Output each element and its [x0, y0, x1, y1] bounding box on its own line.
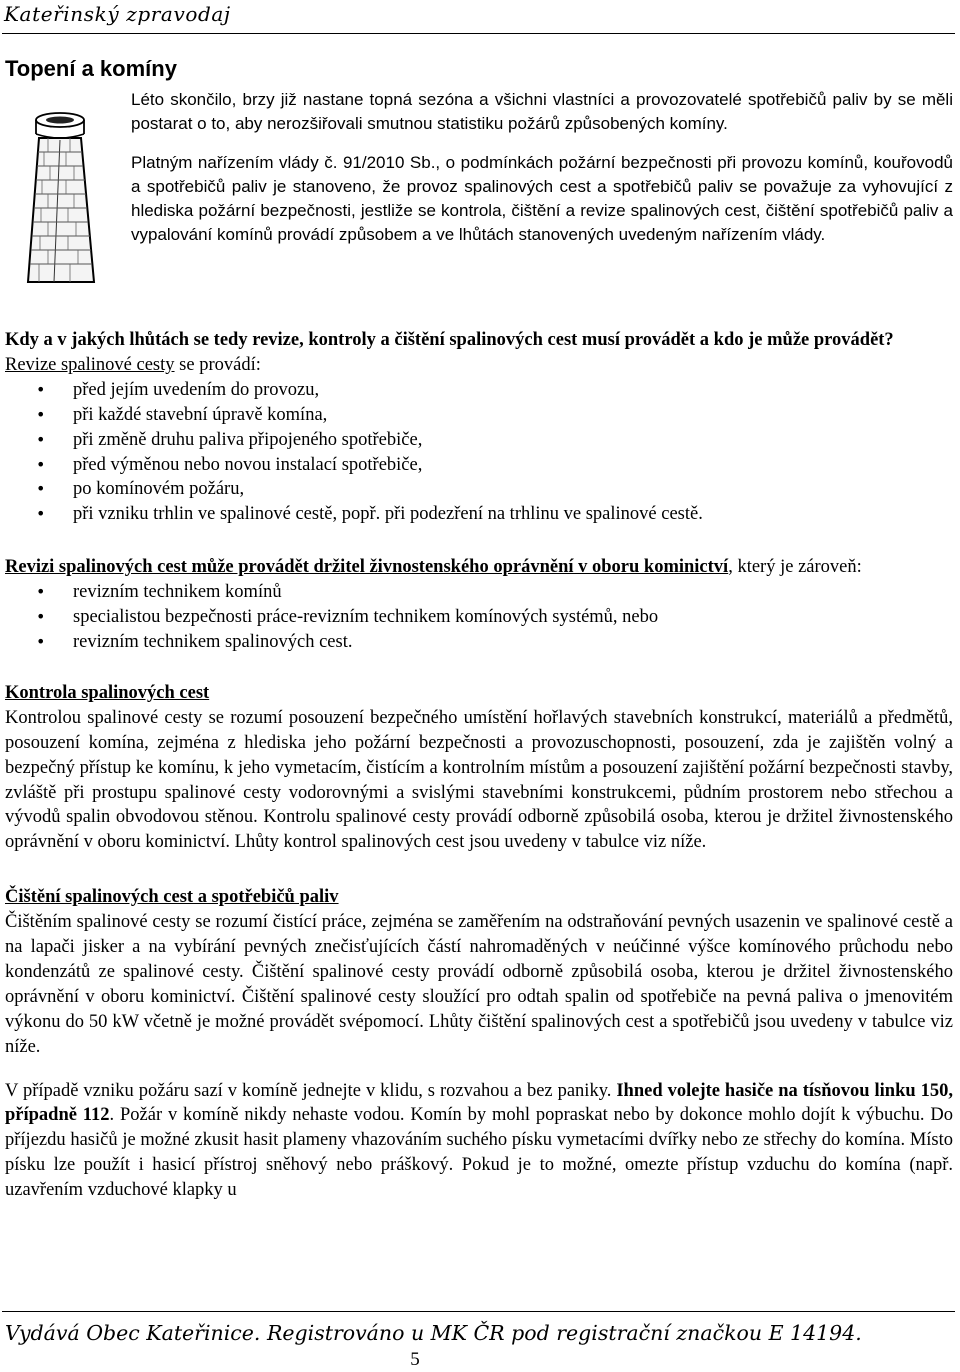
list-item: • při každé stavební úpravě komína, — [5, 403, 953, 428]
list-item: • při vzniku trhlin ve spalinové cestě, popř. při podezření na trhlinu ve spalinové cestě. — [5, 502, 953, 527]
revision-list — [5, 378, 953, 527]
cleaning-paragraph: Čištěním spalinové cesty se rozumí čistící práce, zejména se zaměřením na odstraňování pevných usazenin ve spalinové cestě a na lapači jisker a na vybírání pevných znečisťujících částí nahromaděných v neúčinné výšce komínového průchodu nebo kondenzátů ze spalinové cesty. Čištění spalinové cesty provádí odborně způsobilá osoba, kterou je držitel živnostenského oprávnění v oboru kominictví. Čištění spalinové cesty sloužící pro odtah spalin od spotřebiče na pevná paliva o jmenovitém výkonu do 50 kW včetně je možné provádět svépomocí. Lhůty čištění spalinových cest a spotřebičů jsou uvedeny v tabulce viz níže. — [5, 912, 953, 1057]
list-item: • před jejím uvedením do provozu, — [5, 378, 953, 403]
regulation-paragraph: Platným nařízením vlády č. 91/2010 Sb., o podmínkách požární bezpečnosti při provozu komínů, kouřovodů a spotřebičů paliv je stanoveno, že provoz spalinových cest a spotřebičů paliv se považuje za vyhovující z hlediska požární bezpečnosti, jestliže se kontrola, čištění a revize spalinových cest, čištění spotřebičů paliv a vypalování komínů provádí způsobem a ve lhůtách stanovených uvedeným nařízením vlády. — [131, 152, 953, 245]
control-heading: Kontrola spalinových cest — [5, 682, 210, 703]
fire-paragraph — [5, 1079, 953, 1204]
newsletter-header: Kateřinský zpravodaj — [4, 2, 231, 26]
chimney-illustration-icon — [8, 90, 112, 288]
revision-lead — [5, 353, 953, 378]
revisers-lead — [5, 555, 953, 580]
revisers-list — [5, 580, 953, 655]
header-divider — [2, 33, 955, 34]
revision-lead-rest: se provádí: — [174, 354, 261, 375]
fire-text-bold: Ihned volejte hasiče na tísňovou linku 150, případně 112 — [5, 1080, 953, 1126]
control-paragraph: Kontrolou spalinové cesty se rozumí posouzení bezpečného umístění hořlavých stavebních konstrukcí, materiálů a předmětů, posouzení komína, zejména z hlediska jeho požární bezpečnosti a provozuschopnosti, posouzení, zda je zajištěn volný a bezpečný přístup ke komínu, k jeho vymetacím, čistícím a kontrolním místům a posouzení zajištění požární bezpečnosti stavby, zvláště při prostupu spalinové cesty vodorovnými a svislými stavebními konstrukcemi, půdním prostorem nebo střechou a vývodů spalin obvodovou stěnou. Kontrolu spalinové cesty provádí odborně způsobilá osoba, kterou je držitel živnostenského oprávnění v oboru kominictví. Lhůty kontrol spalinových cest jsou uvedeny v tabulce viz níže. — [5, 707, 953, 853]
list-item: • revizním technikem komínů — [5, 580, 953, 605]
question-heading: Kdy a v jakých lhůtách se tedy revize, kontroly a čištění spalinových cest musí provádět a kdo je může provádět? — [5, 330, 894, 350]
revisers-lead-rest: , který je zároveň: — [728, 557, 862, 578]
newsletter-footer: Vydává Obec Kateřinice. Registrováno u MK ČR pod registrační značkou E 14194. — [5, 1321, 862, 1345]
list-item: • po komínovém požáru, — [5, 477, 953, 502]
intro-block — [131, 88, 953, 248]
main-content — [5, 328, 953, 1203]
intro-paragraph: Léto skončilo, brzy již nastane topná sezóna a všichni vlastníci a provozovatelé spotřebičů paliv by se měli postarat o to, aby nerozšiřovali smutnou statistiku požárů způsobených komíny. — [131, 90, 953, 134]
list-item: • před výměnou nebo novou instalací spotřebiče, — [5, 453, 953, 478]
list-item: • revizním technikem spalinových cest. — [5, 630, 953, 655]
footer-divider — [2, 1311, 955, 1312]
page-number: 5 — [410, 1349, 420, 1370]
fire-text-after: . Požár v komíně nikdy nehaste vodou. Komín by mohl popraskat nebo by dokonce mohlo dojít k výbuchu. Do příjezdu hasičů je možné zkusit hasit plameny vhazováním suchého písku vymetacími dvířky nebo ze střechy do komína. Místo písku lze použít i hasicí přístroj sněhový nebo práškový. Pokud je to možné, omezte přístup vzduchu do komína (např. uzavřením vzduchové klapky u — [5, 1105, 953, 1201]
revisers-lead-bold: Revizi spalinových cest může provádět držitel živnostenského oprávnění v oboru kominictví — [5, 557, 729, 578]
revision-lead-underlined: Revize spalinové cesty — [5, 354, 175, 375]
fire-text-before: V případě vzniku požáru sazí v komíně jednejte v klidu, s rozvahou a bez paniky. — [5, 1080, 617, 1101]
list-item: • při změně druhu paliva připojeného spotřebiče, — [5, 428, 953, 453]
list-item: • specialistou bezpečnosti práce-revizním technikem komínových systémů, nebo — [5, 605, 953, 630]
cleaning-heading: Čištění spalinových cest a spotřebičů paliv — [5, 887, 339, 908]
article-title: Topení a komíny — [5, 56, 177, 81]
